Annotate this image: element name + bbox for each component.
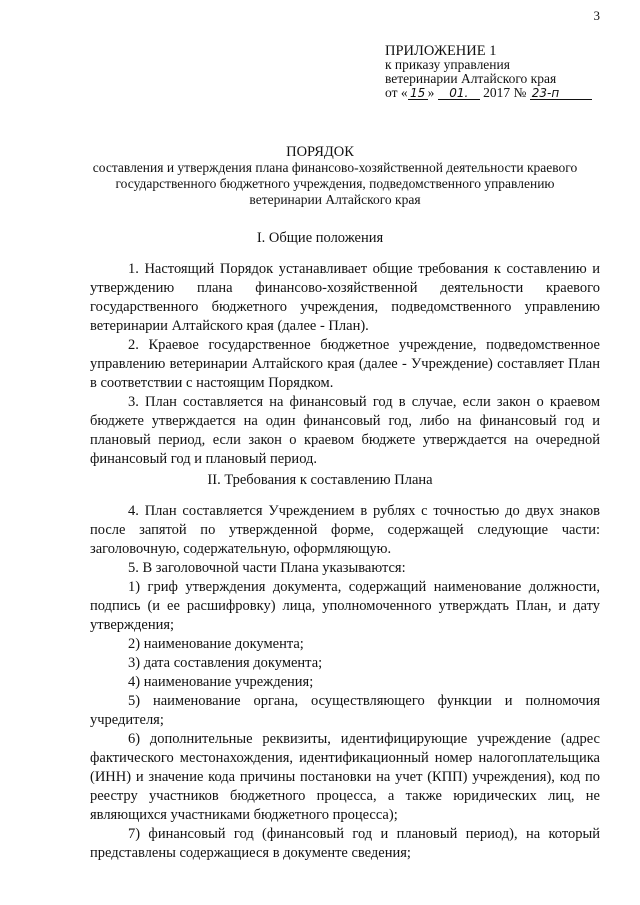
handwritten-month: 01. — [438, 87, 480, 100]
list-item: 3) дата составления документа; — [128, 655, 323, 671]
list-item: 2) наименование документа; — [128, 636, 304, 652]
paragraph: 3. План составляется на финансовый год в случае, если закон о краевом бюджете утверждается на один финансовый год, либо на финансовый год и плановый период, если закон о краевом бюджете утверждается на очередной финансовый год и плановый период. — [90, 394, 600, 467]
handwritten-day: 15 — [408, 87, 428, 100]
date-prefix: от « — [385, 85, 408, 100]
date-year: 2017 № — [483, 85, 527, 100]
paragraph: 1. Настоящий Порядок устанавливает общие требования к составлению и утверждению плана финансово-хозяйственной деятельности краевого государственного бюджетного учреждения, подведомственного управлению ветеринарии Алтайского края (далее - План). — [90, 261, 600, 334]
paragraph: 2. Краевое государственное бюджетное учреждение, подведомственное управлению ветеринарии Алтайского края (далее - Учреждение) составляет План в соответствии с настоящим Порядком. — [90, 337, 600, 391]
paragraph: 4. План составляется Учреждением в рублях с точностью до двух знаков после запятой по утвержденной форме, содержащей следующие части: заголовочную, содержательную, оформляющую. — [90, 503, 600, 557]
section-1-heading: I. Общие положения — [256, 230, 384, 246]
list-item: 6) дополнительные реквизиты, идентифицирующие учреждение (адрес фактического местонахождения, идентификационный номер налогоплательщика (ИНН) и значение кода причины постановки на учет (КПП) учреждения), код по реестру участников бюджетного процесса, а также юридических лиц, не являющихся участниками бюджетного процесса); — [90, 731, 600, 823]
list-item: 1) гриф утверждения документа, содержащий наименование должности, подпись (и ее расшифровку) лица, уполномоченного утверждать План, и дату утверждения; — [90, 579, 600, 633]
document-title: ПОРЯДОК — [286, 144, 354, 160]
appendix-line-department: ветеринарии Алтайского края — [385, 71, 557, 86]
section-2-heading: II. Требования к составлению Плана — [207, 472, 433, 488]
appendix-date-line — [385, 86, 592, 100]
appendix-block — [385, 44, 592, 100]
appendix-title: ПРИЛОЖЕНИЕ 1 — [385, 43, 497, 59]
list-item: 7) финансовый год (финансовый год и плановый период), на который представлены содержащиеся в документе сведения; — [90, 826, 600, 861]
page-number: 3 — [593, 8, 600, 23]
list-item: 5) наименование органа, осуществляющего функции и полномочия учредителя; — [90, 693, 600, 728]
paragraph: 5. В заголовочной части Плана указываются: — [128, 560, 406, 576]
date-mid: » — [427, 85, 435, 100]
handwritten-doc-number: 23-п — [530, 87, 592, 100]
section-1-body — [90, 260, 600, 469]
list-item: 4) наименование учреждения; — [128, 674, 314, 690]
document-subtitle: составления и утверждения плана финансово-хозяйственной деятельности краевого государственного бюджетного учреждения, подведомственного управлению ветеринарии Алтайского края — [92, 160, 578, 207]
appendix-line-order: к приказу управления — [385, 57, 510, 72]
section-2-body — [90, 502, 600, 863]
